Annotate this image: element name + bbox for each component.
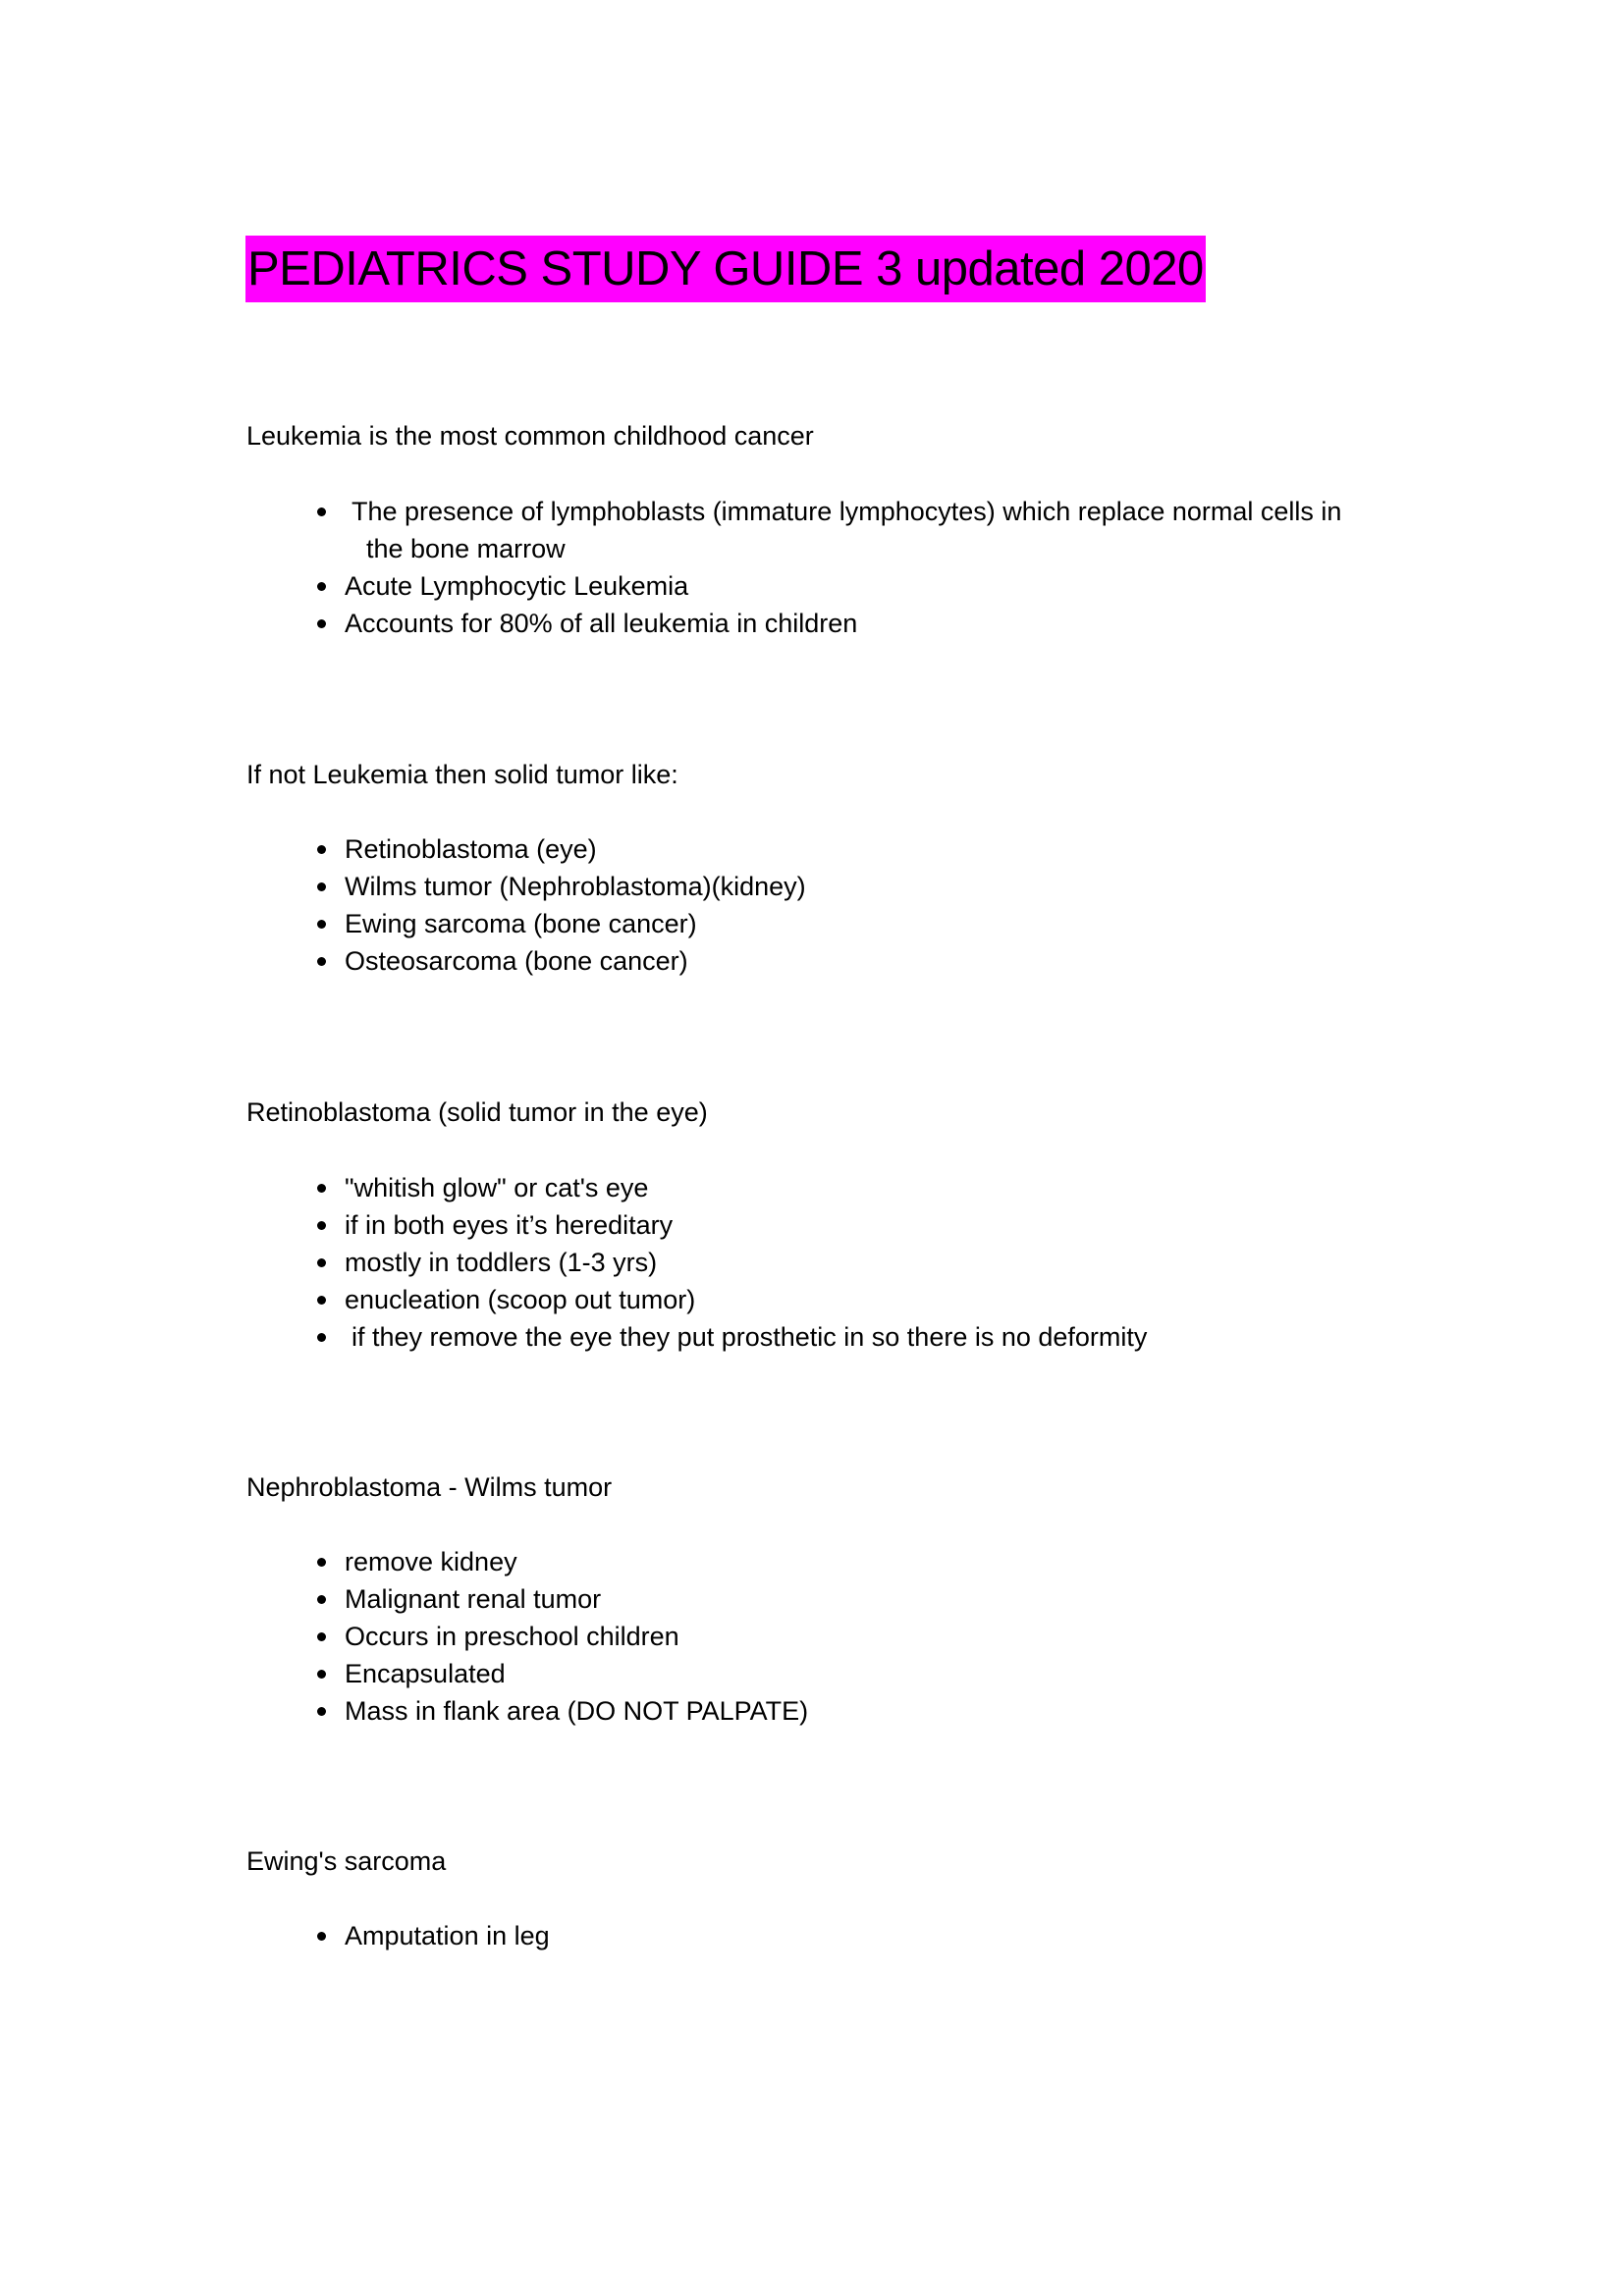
list-item-text: Accounts for 80% of all leukemia in children bbox=[345, 609, 858, 638]
list-item-text: if in both eyes it’s hereditary bbox=[345, 1210, 674, 1240]
bullet-icon bbox=[317, 882, 326, 891]
list-item bbox=[246, 1318, 1147, 1356]
bullet-icon bbox=[317, 582, 326, 591]
list-item-text: remove kidney bbox=[345, 1547, 517, 1576]
list-item-text: enucleation (scoop out tumor) bbox=[345, 1285, 696, 1314]
list-item bbox=[246, 1281, 1147, 1318]
list-item-text: "whitish glow" or cat's eye bbox=[345, 1173, 649, 1202]
list-item bbox=[246, 1655, 808, 1692]
bullet-icon bbox=[317, 1707, 326, 1716]
list-item-text: Malignant renal tumor bbox=[345, 1584, 602, 1614]
bullet-icon bbox=[317, 920, 326, 929]
bullet-icon bbox=[317, 1632, 326, 1641]
list-item bbox=[246, 942, 806, 980]
page-title: PEDIATRICS STUDY GUIDE 3 updated 2020 bbox=[245, 236, 1206, 302]
list-item bbox=[246, 1244, 1147, 1281]
section-heading-retinoblastoma: Retinoblastoma (solid tumor in the eye) bbox=[246, 1097, 708, 1127]
section-heading-leukemia: Leukemia is the most common childhood cancer bbox=[246, 421, 814, 451]
bullet-list-ewings-sarcoma bbox=[246, 1917, 550, 1954]
list-item bbox=[246, 1692, 808, 1730]
bullet-list-nephroblastoma bbox=[246, 1543, 808, 1730]
list-item bbox=[246, 1580, 808, 1618]
list-item-text: Retinoblastoma (eye) bbox=[345, 834, 597, 864]
bullet-icon bbox=[317, 1258, 326, 1267]
section-heading-ewings-sarcoma: Ewing's sarcoma bbox=[246, 1846, 447, 1876]
list-item-text: if they remove the eye they put prosthetic in so there is no deformity bbox=[352, 1322, 1148, 1352]
bullet-icon bbox=[317, 1221, 326, 1230]
list-item-text: The presence of lymphoblasts (immature lymphocytes) which replace normal cells in bbox=[352, 497, 1342, 526]
list-item-text: Mass in flank area (DO NOT PALPATE) bbox=[345, 1696, 809, 1726]
list-item-text: Ewing sarcoma (bone cancer) bbox=[345, 909, 697, 938]
bullet-icon bbox=[317, 1333, 326, 1342]
section-heading-nephroblastoma: Nephroblastoma - Wilms tumor bbox=[246, 1472, 613, 1502]
list-item bbox=[246, 1543, 808, 1580]
bullet-icon bbox=[317, 957, 326, 966]
bullet-icon bbox=[317, 1184, 326, 1193]
list-item bbox=[246, 1917, 550, 1954]
bullet-icon bbox=[317, 1558, 326, 1567]
bullet-list-leukemia bbox=[246, 493, 1439, 642]
bullet-list-retinoblastoma bbox=[246, 1169, 1147, 1356]
bullet-list-solid-tumor bbox=[246, 830, 806, 980]
bullet-icon bbox=[317, 1595, 326, 1604]
list-item-text: mostly in toddlers (1-3 yrs) bbox=[345, 1248, 658, 1277]
list-item-text: Wilms tumor (Nephroblastoma)(kidney) bbox=[345, 872, 806, 901]
list-item bbox=[246, 567, 1439, 605]
list-item bbox=[246, 605, 1439, 642]
list-item bbox=[246, 1618, 808, 1655]
list-item bbox=[246, 1206, 1147, 1244]
bullet-icon bbox=[317, 845, 326, 854]
list-item-text: Acute Lymphocytic Leukemia bbox=[345, 571, 689, 601]
bullet-icon bbox=[317, 507, 326, 516]
list-item bbox=[246, 830, 806, 868]
list-item-text: Encapsulated bbox=[345, 1659, 506, 1688]
bullet-icon bbox=[317, 1670, 326, 1679]
section-heading-solid-tumor: If not Leukemia then solid tumor like: bbox=[246, 760, 678, 789]
list-item bbox=[246, 493, 1439, 567]
bullet-icon bbox=[317, 1932, 326, 1941]
list-item-text: Occurs in preschool children bbox=[345, 1622, 679, 1651]
bullet-icon bbox=[317, 1296, 326, 1305]
list-item-text: Amputation in leg bbox=[345, 1921, 550, 1950]
list-item-text-continued: the bone marrow bbox=[366, 534, 566, 563]
list-item bbox=[246, 905, 806, 942]
bullet-icon bbox=[317, 619, 326, 628]
list-item-text: Osteosarcoma (bone cancer) bbox=[345, 946, 688, 976]
list-item bbox=[246, 1169, 1147, 1206]
list-item bbox=[246, 868, 806, 905]
